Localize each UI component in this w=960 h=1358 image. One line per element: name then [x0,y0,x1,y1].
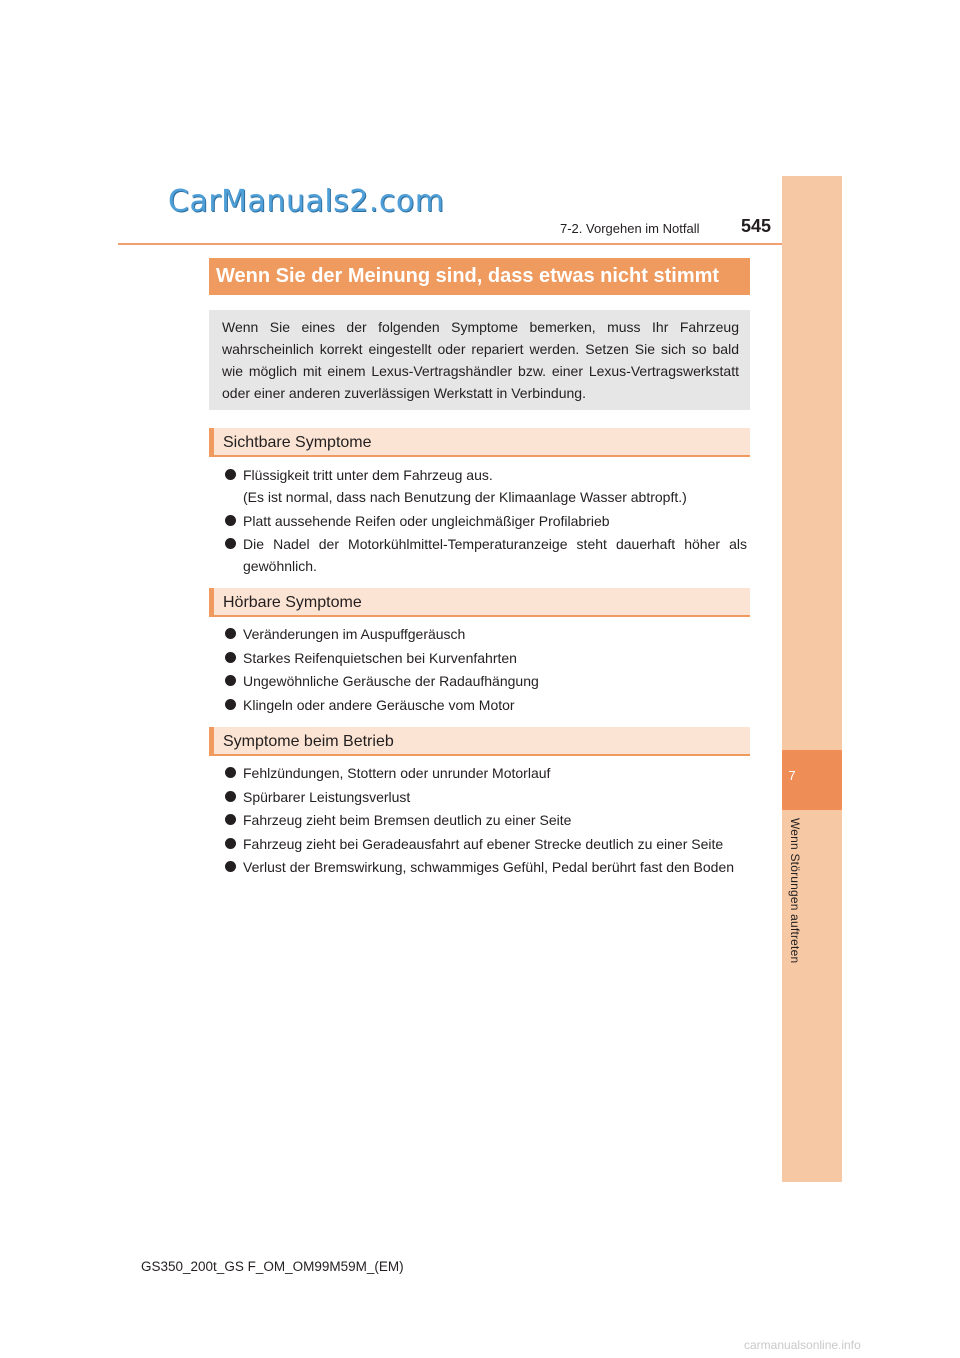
section-heading-audible-symptoms: Hörbare Symptome [209,588,750,617]
list-item [225,833,747,855]
list-item-text: Starkes Reifenquietschen bei Kurvenfahrten [243,649,517,666]
bullet-icon [225,628,236,639]
list-item-text: Veränderungen im Auspuffgeräusch [243,626,466,642]
bullet-icon [225,469,236,480]
header-divider [118,243,841,245]
list-item [225,533,747,577]
chapter-title: Wenn Störungen auftreten [788,818,802,964]
list-item [225,762,747,784]
list-item-text: Klingeln oder andere Geräusche vom Motor [243,696,515,713]
list-item [225,510,747,532]
page-number: 545 [741,216,772,236]
site-logo: CarManuals2.com [168,184,445,219]
list-item-text: Fehlzündungen, Stottern oder unrunder Motorlauf [243,765,551,781]
document-code: GS350_200t_GS F_OM_OM99M59M_(EM) [141,1259,404,1274]
bullet-icon [225,861,236,872]
list-item-text: Spürbarer Leistungsverlust [243,788,411,805]
watermark: carmanualsonline.info [744,1338,861,1352]
list-item-text: Die Nadel der Motorkühlmittel-Temperaturanzeige steht dauerhaft höher als gewöhnlich. [243,536,747,574]
intro-box: Wenn Sie eines der folgenden Symptome bemerken, muss Ihr Fahrzeug wahrscheinlich korrekt eingestellt oder repariert werden. Setzen Sie sich so bald wie möglich mit einem Lexus-Vertragshändler bzw. einer Lexus-Vertragswerkstatt oder einer anderen zuverlässigen Werkstatt in Verbindung. [209,310,750,410]
section-heading-visible-symptoms: Sichtbare Symptome [209,428,750,457]
bullet-icon [225,515,236,526]
chapter-side-tab [782,176,842,1182]
list-item [225,694,747,716]
operating-symptoms-list [225,762,747,880]
visible-symptoms-list [225,464,747,579]
bullet-icon [225,538,236,549]
list-item-text: Verlust der Bremswirkung, schwammiges Gefühl, Pedal berührt fast den Boden [243,859,735,875]
list-item-text: Flüssigkeit tritt unter dem Fahrzeug aus. [243,467,493,483]
bullet-icon [225,814,236,825]
bullet-icon [225,791,236,802]
bullet-icon [225,838,236,849]
list-item [225,809,747,831]
list-item [225,670,747,692]
list-item-text: Platt aussehende Reifen oder ungleichmäßiger Profilabrieb [243,512,610,529]
page-title: Wenn Sie der Meinung sind, dass etwas nicht stimmt [209,258,750,295]
audible-symptoms-list [225,623,747,717]
bullet-icon [225,699,236,710]
list-item-text: Fahrzeug zieht bei Geradeausfahrt auf ebener Strecke deutlich zu einer Seite [243,835,724,852]
section-heading-operating-symptoms: Symptome beim Betrieb [209,727,750,756]
section-title: 7-2. Vorgehen im Notfall [560,221,700,236]
list-item [225,786,747,808]
list-item-text: Ungewöhnliche Geräusche der Radaufhängung [243,673,539,689]
list-item [225,464,747,508]
list-item [225,623,747,645]
bullet-icon [225,652,236,663]
chapter-number: 7 [788,768,796,783]
list-item-note: (Es ist normal, dass nach Benutzung der Klimaanlage Wasser abtropft.) [243,489,687,505]
list-item [225,647,747,669]
bullet-icon [225,675,236,686]
list-item-text: Fahrzeug zieht beim Bremsen deutlich zu einer Seite [243,812,572,828]
bullet-icon [225,767,236,778]
list-item [225,856,747,878]
